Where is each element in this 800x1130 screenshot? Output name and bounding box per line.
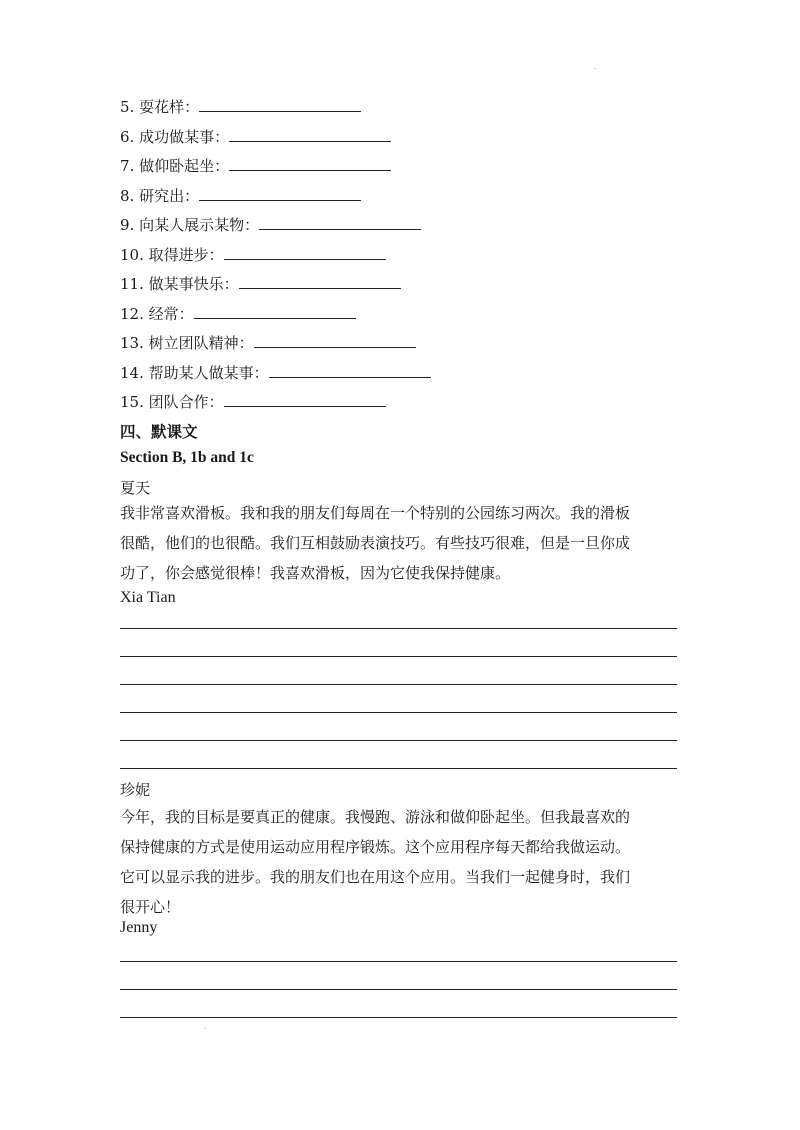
passage2-line: 保持健康的方式是使用运动应用程序锻炼。这个应用程序每天都给我做运动。 (120, 838, 631, 856)
passage2-name: 珍妮 (120, 781, 151, 799)
writing-line[interactable] (120, 656, 677, 657)
vocab-answer-blank[interactable] (224, 245, 386, 260)
writing-line[interactable] (120, 684, 677, 685)
vocab-label: 9. 向某人展示某物： (120, 216, 260, 234)
vocab-answer-blank[interactable] (224, 392, 386, 407)
vocab-item (120, 181, 361, 211)
vocab-answer-blank[interactable] (254, 333, 416, 348)
vocab-label: 15. 团队合作： (120, 393, 224, 411)
vocab-label: 6. 成功做某事： (120, 127, 230, 146)
section-subheading: Section B, 1b and 1c (120, 449, 254, 466)
writing-line[interactable] (120, 768, 677, 769)
passage1-signature: Xia Tian (120, 589, 176, 606)
vocab-item (120, 92, 361, 122)
page-dot-mark: . (594, 62, 597, 71)
writing-line[interactable] (120, 989, 677, 990)
vocab-item (120, 240, 386, 270)
vocab-label: 12. 经常： (120, 304, 194, 323)
vocab-answer-blank[interactable] (259, 215, 421, 230)
vocab-label: 8. 研究出： (120, 186, 200, 205)
vocab-answer-blank[interactable] (229, 156, 391, 171)
writing-line[interactable] (120, 740, 677, 741)
passage1-line: 功了，你会感觉很棒！我喜欢滑板，因为它使我保持健康。 (120, 564, 511, 582)
passage2-text (120, 802, 680, 922)
vocab-answer-blank[interactable] (199, 97, 361, 112)
vocab-answer-blank[interactable] (229, 127, 391, 142)
passage1-line: 我非常喜欢滑板。我和我的朋友们每周在一个特别的公园练习两次。我的滑板 (120, 504, 631, 522)
vocab-item (120, 328, 416, 358)
passage1-line: 很酷，他们的也很酷。我们互相鼓励表演技巧。有些技巧很难，但是一旦你成 (120, 534, 631, 552)
vocab-label: 7. 做仰卧起坐： (120, 157, 230, 175)
page-dot-mark: . (204, 1022, 207, 1031)
vocab-label: 10. 取得进步： (120, 245, 224, 264)
passage2-line: 今年，我的目标是要真正的健康。我慢跑、游泳和做仰卧起坐。但我最喜欢的 (120, 808, 631, 826)
writing-line[interactable] (120, 712, 677, 713)
passage1-name: 夏天 (120, 479, 151, 497)
passage1-text (120, 498, 680, 588)
vocab-item (120, 387, 386, 417)
vocab-item (120, 151, 391, 181)
vocab-label: 13. 树立团队精神： (120, 334, 254, 352)
passage2-line: 它可以显示我的进步。我的朋友们也在用这个应用。当我们一起健身时，我们 (120, 868, 631, 886)
vocab-item (120, 358, 431, 388)
vocab-answer-blank[interactable] (269, 363, 431, 378)
vocab-answer-blank[interactable] (199, 186, 361, 201)
writing-line[interactable] (120, 1017, 677, 1018)
vocab-label: 5. 耍花样： (120, 98, 200, 116)
vocab-answer-blank[interactable] (239, 274, 401, 289)
writing-line[interactable] (120, 961, 677, 962)
vocab-answer-blank[interactable] (194, 304, 356, 319)
vocab-item (120, 269, 401, 299)
vocab-label: 11. 做某事快乐： (120, 275, 239, 293)
section-heading: 四、默课文 (120, 424, 198, 441)
writing-line[interactable] (120, 628, 677, 629)
passage2-signature: Jenny (120, 919, 158, 936)
vocab-label: 14. 帮助某人做某事： (120, 363, 269, 382)
vocab-item (120, 122, 391, 152)
passage2-line: 很开心！ (120, 898, 181, 916)
vocab-item (120, 210, 421, 240)
vocab-item (120, 299, 356, 329)
